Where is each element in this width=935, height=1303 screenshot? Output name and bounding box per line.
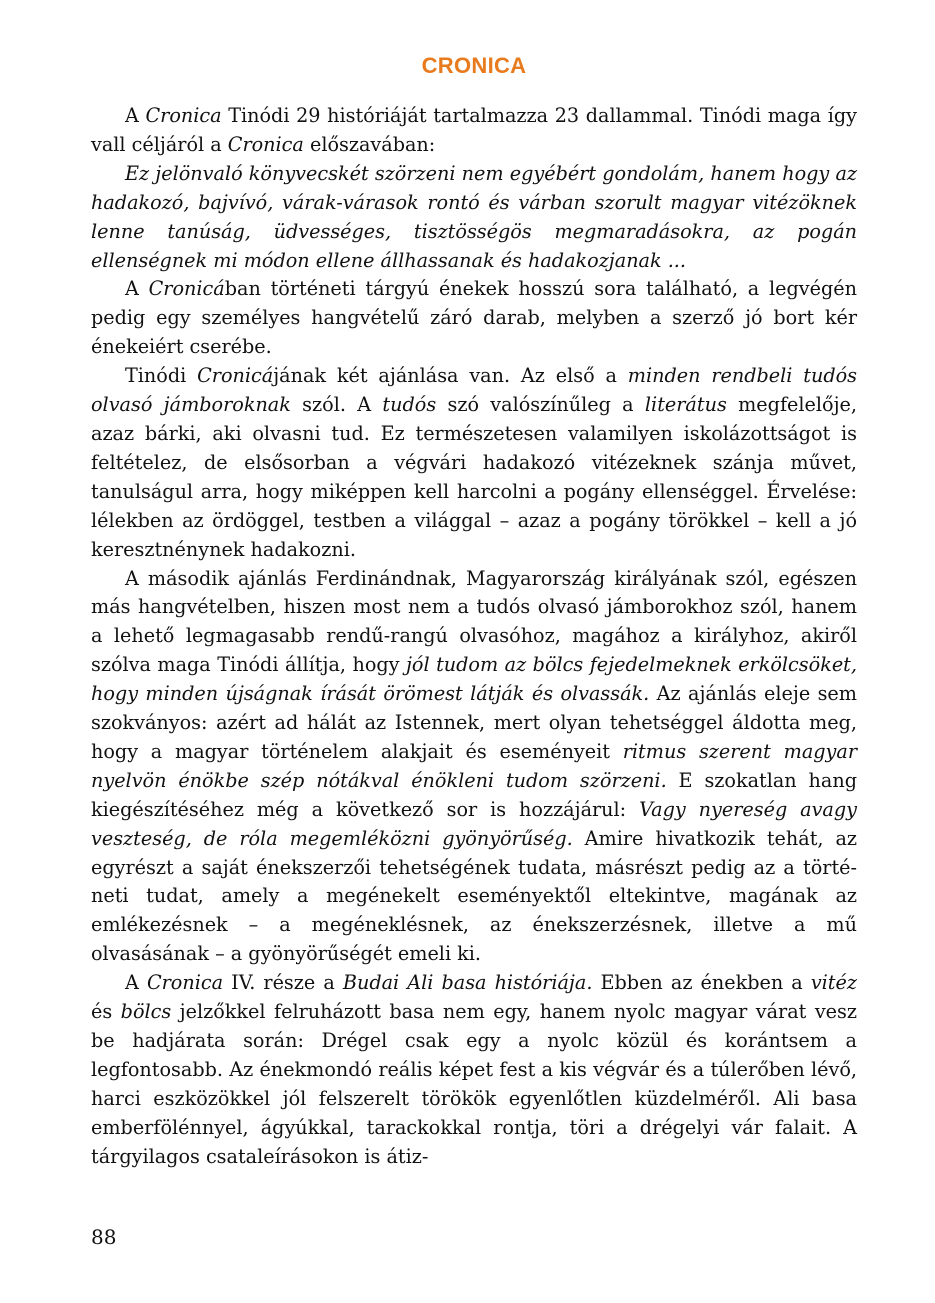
italic-text: Cronica [145,104,222,127]
text-segment: A [125,104,146,127]
italic-text: Cronica [146,971,224,995]
paragraph [91,362,857,564]
quote-paragraph [91,160,857,276]
text-segment: Ebben az énekben a [592,971,811,995]
italic-text: literátus [644,393,727,417]
page-title: CRONICA [421,53,527,78]
body-text [91,102,857,1172]
text-segment: E szokatlan hang kiegészítéséhez még a következő sor is hozzájárul: [91,768,857,821]
text-segment: előszavában: [303,132,436,156]
paragraph [91,969,857,1171]
italic-text: tudós [382,393,437,417]
text-segment: A [125,277,149,301]
text-segment: IV. része a [223,971,343,995]
italic-text: Vagy nyereség avagy veszteség, de róla megemléközni gyönyörűség. [91,797,857,850]
italic-text: Budai Ali basa históriája. [342,971,593,995]
text-segment: szó valószínűleg a [436,393,645,417]
text-segment: A második ajánlás Ferdinándnak, Magyarország királyának szól, egészen más hangvételben, hiszen most nem a tudós olvasó jámborokhoz szól, hanem a lehető legmagasabb rendű-rangú olvasóhoz, magához a királyhoz, akiről szólva maga Tinódi állítja, hogy [91,566,857,677]
paragraph [91,275,857,362]
text-segment: jelzőkkel felruházott basa nem egy, hanem nyolc magyar várat vesz be hadjárata során: Drégel csak egy a nyolc közül és korántsem a legfontosabb. Az énekmondó reális képet fest a kis végvár és a túlerőben lévő, harci eszközökkel jól felszerelt törökök egyenlőtlen küzdelméről. Ali basa emberfölénnyel, ágyúkkal, tarackokkal rontja, töri a drégelyi vár falait. A tárgyilagos csataleírásokon is átiz- [91,1000,857,1168]
italic-text: vitéz [810,971,857,995]
text-segment: Az ajánlás eleje sem szokványos: azért ad hálát az Istennek, mert olyan tehetséggel áldotta meg, hogy a magyar történelem alakjait és eseményeit [91,682,857,763]
text-segment: A [125,971,147,995]
text-segment: ban történeti tárgyú énekek hosszú sora található, a legvégén pedig egy személyes hangvételű záró darab, melyben a szerző jó bort kér énekeiért cserébe. [91,277,857,359]
text-segment: és [91,1000,121,1024]
italic-text: ritmus szerent magyar nyelvön énökbe szép nótákval énökleni tudom szörzeni. [91,739,857,792]
text-segment: szól. A [290,393,383,417]
paragraph [91,565,857,970]
page-number: 88 [91,1225,117,1249]
paragraph [91,102,857,160]
italic-text: Cronica [227,132,304,156]
text-segment: jának két ajánlása van. Az első a [273,364,628,388]
italic-text: bölcs [120,1000,172,1024]
page-content [91,52,857,1172]
text-segment: megfelelője, azaz bárki, aki olvasni tud. Ez természetesen valamilyen iskolázottságot is feltételez, de elsősorban a végvári hadakozó vitézeknek szánja művet, tanulságul arra, hogy miképpen kell harcolni a pogány ellenséggel. Érvelése: lélekben az ördöggel, testben a világgal – azaz a pogány törökkel – kell a jó keresztnénynek hadakozni. [91,393,857,561]
text-segment: Amire hivatkozik tehát, az egyrészt a saját énekszerzői tehetségének tudata, másrészt pedig az a történeti tudat, amely a megénekelt eseményektől eltekintve, magának az emlékezésnek – a megéneklésnek, az énekszerzésnek, illetve a mű olvasásának – a gyönyörűségét emeli ki. [91,826,858,966]
italic-text: Ez jelönvaló könyvecskét szörzeni nem egyébért gondolám, hanem hogy az hadakozó, bajvívó, várak-várasok rontó és várban szorult magyar vitézöknek lenne tanúság, üdvességes, tisztösségös megmaradásokra, az pogán ellenségnek mi módon ellene állhassanak és hadakozjanak ... [91,161,857,272]
italic-text: Cronicá [197,364,274,388]
text-segment: Tinódi [125,364,198,388]
text-segment: Tinódi 29 históriáját tartalmazza 23 dallammal. Tinódi maga így vall céljáról a [91,104,857,156]
italic-text: Cronicá [148,277,225,301]
italic-text: jól tudom az bölcs fejedelmeknek erkölcsöket, hogy minden újságnak írását örömest látják és olvassák. [91,653,857,706]
italic-text: minden rendbeli tudós olvasó jámboroknak [91,364,857,417]
